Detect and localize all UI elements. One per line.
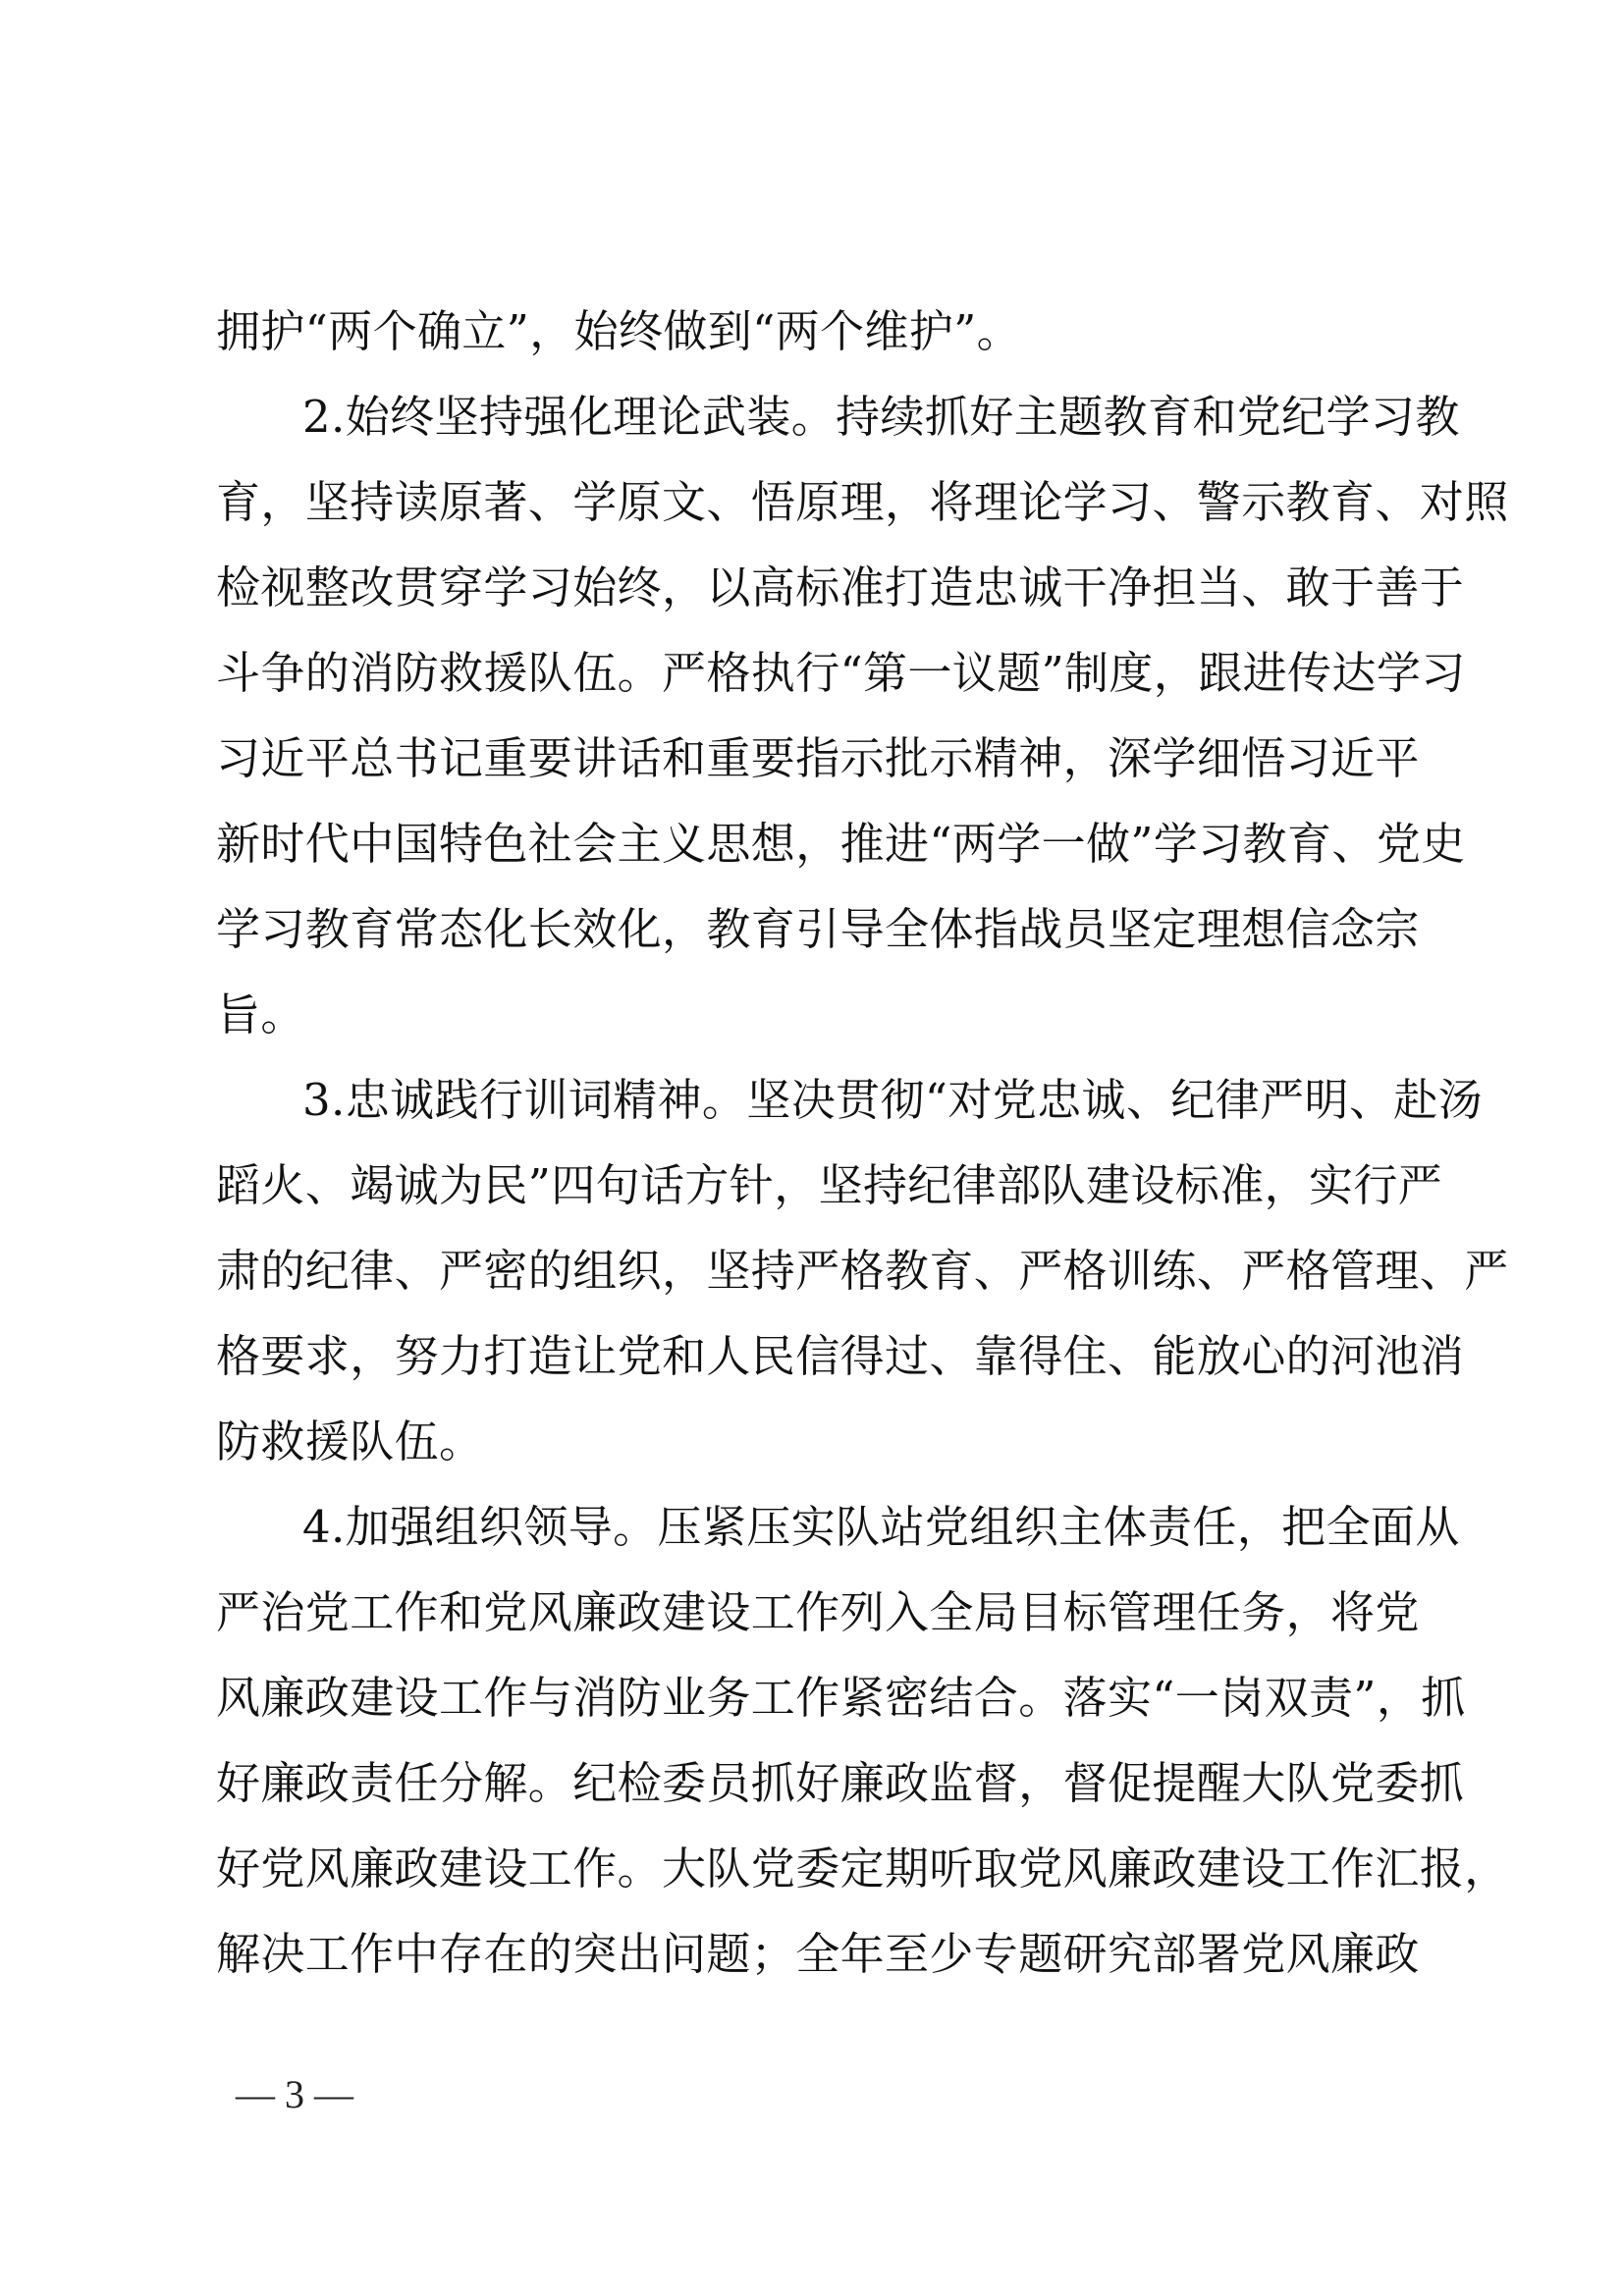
paragraph-3-start: 3.忠诚践行训词精神。坚决贯彻“对党忠诚、纪律严明、赴汤 — [302, 1074, 1484, 1126]
text-line: 蹈火、竭诚为民”四句话方针，坚持纪律部队建设标准，实行严 — [216, 1159, 1443, 1211]
text-line: 好党风廉政建设工作。大队党委定期听取党风廉政建设工作汇报， — [216, 1842, 1509, 1895]
text-line: 风廉政建设工作与消防业务工作紧密结合。落实“一岗双责”，抓 — [216, 1672, 1466, 1724]
text-line: 习近平总书记重要讲话和重要指示批示精神，深学细悟习近平 — [216, 732, 1420, 784]
text-line: 学习教育常态化长效化，教育引导全体指战员坚定理想信念宗 — [216, 903, 1420, 955]
paragraph-2-start: 2.始终坚持强化理论武装。持续抓好主题教育和党纪学习教 — [302, 391, 1460, 443]
text-line: 新时代中国特色社会主义思想，推进“两学一做”学习教育、党史 — [216, 818, 1466, 870]
text-line: 育，坚持读原著、学原文、悟原理，将理论学习、警示教育、对照 — [216, 476, 1509, 528]
text-line: 解决工作中存在的突出问题；全年至少专题研究部署党风廉政 — [216, 1928, 1420, 1980]
page-number: — 3 — — [236, 2072, 353, 2116]
body-text — [216, 289, 1509, 1997]
text-line: 旨。 — [216, 988, 305, 1041]
text-line: 严治党工作和党风廉政建设工作列入全局目标管理任务，将党 — [216, 1586, 1420, 1638]
text-line: 检视整改贯穿学习始终，以高标准打造忠诚干净担当、敢于善于 — [216, 561, 1465, 614]
text-line: 好廉政责任分解。纪检委员抓好廉政监督，督促提醒大队党委抓 — [216, 1757, 1465, 1809]
text-line: 防救援队伍。 — [216, 1415, 484, 1468]
text-line: 斗争的消防救援队伍。严格执行“第一议题”制度，跟进传达学习 — [216, 647, 1466, 699]
text-line: 拥护“两个确立”，始终做到“两个维护”。 — [216, 305, 1022, 357]
paragraph-4-start: 4.加强组织领导。压紧压实队站党组织主体责任，把全面从 — [302, 1501, 1460, 1553]
text-line: 肃的纪律、严密的组织，坚持严格教育、严格训练、严格管理、严 — [216, 1245, 1509, 1297]
text-line: 格要求，努力打造让党和人民信得过、靠得住、能放心的河池消 — [216, 1330, 1465, 1382]
